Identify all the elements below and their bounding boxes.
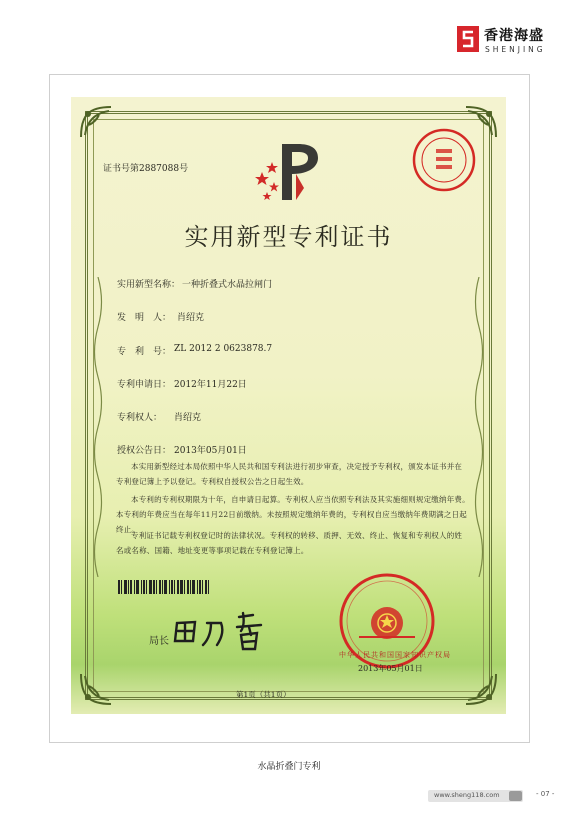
brand-name: 香港海盛 — [484, 28, 544, 44]
corner-ornament-icon — [79, 672, 113, 706]
barcode — [118, 580, 236, 594]
brand-header — [457, 20, 567, 60]
certificate-paragraph: 专利证书记载专利权登记时的法律状况。专利权的转移、质押、无效、终止、恢复和专利权人的姓名或名称、国籍、地址变更等事项记载在专利登记簿上。 — [116, 531, 463, 555]
certificate-paragraph: 本专利的专利权期限为十年，自申请日起算。专利权人应当依照专利法及其实施细则规定缴纳年费。本专利的年费应当在每年11月22日前缴纳。未按照规定缴纳年费的，专利权自应当缴纳年费期满之日起终止。 — [116, 495, 470, 534]
corner-ornament-icon — [464, 672, 498, 706]
certificate-paragraph: 本实用新型经过本局依照中华人民共和国专利法进行初步审查，决定授予专利权，颁发本证书并在专利登记簿上予以登记。专利权自授权公告之日起生效。 — [116, 462, 463, 486]
field-value-application-date: 2012年11月22日 — [174, 380, 247, 390]
side-ornament-icon — [91, 277, 105, 577]
field-label: 发 明 人： — [117, 313, 172, 323]
field-value-patent-number: ZL 2012 2 0623878.7 — [174, 344, 273, 354]
field-label: 专利权人： — [117, 413, 163, 423]
search-icon — [509, 791, 522, 801]
footer-url: www.sheng118.com — [434, 791, 500, 799]
field-value-utility-name: 一种折叠式水晶拉闸门 — [182, 280, 273, 290]
patent-emblem-icon — [252, 138, 332, 202]
side-ornament-icon — [472, 277, 486, 577]
field-value-grant-date: 2013年05月01日 — [174, 446, 247, 456]
certificate-title: 实用新型专利证书 — [184, 223, 393, 251]
seal-text: 中华人民共和国国家知识产权局 — [339, 651, 451, 659]
field-label: 实用新型名称： — [117, 280, 181, 290]
brand-logo-icon — [457, 26, 479, 52]
seal-date: 2013年05月01日 — [358, 664, 423, 673]
field-label: 专 利 号： — [117, 347, 172, 357]
field-value-patentee: 肖绍克 — [174, 413, 202, 423]
patent-certificate — [71, 97, 506, 714]
page-indicator: 第1页（共1页） — [236, 690, 291, 699]
corner-ornament-icon — [79, 105, 113, 139]
image-caption: 水晶折叠门专利 — [257, 762, 321, 772]
certificate-number: 证书号第2887088号 — [103, 164, 189, 174]
director-label: 局长 — [149, 636, 169, 647]
field-value-inventor: 肖绍克 — [177, 313, 205, 323]
brand-name-en: SHENJING — [485, 45, 546, 54]
registration-stamp-icon — [411, 127, 477, 193]
field-label: 授权公告日： — [117, 446, 172, 456]
signature-icon — [169, 611, 279, 653]
page-number: - 07 - — [536, 790, 555, 798]
field-label: 专利申请日： — [117, 380, 172, 390]
